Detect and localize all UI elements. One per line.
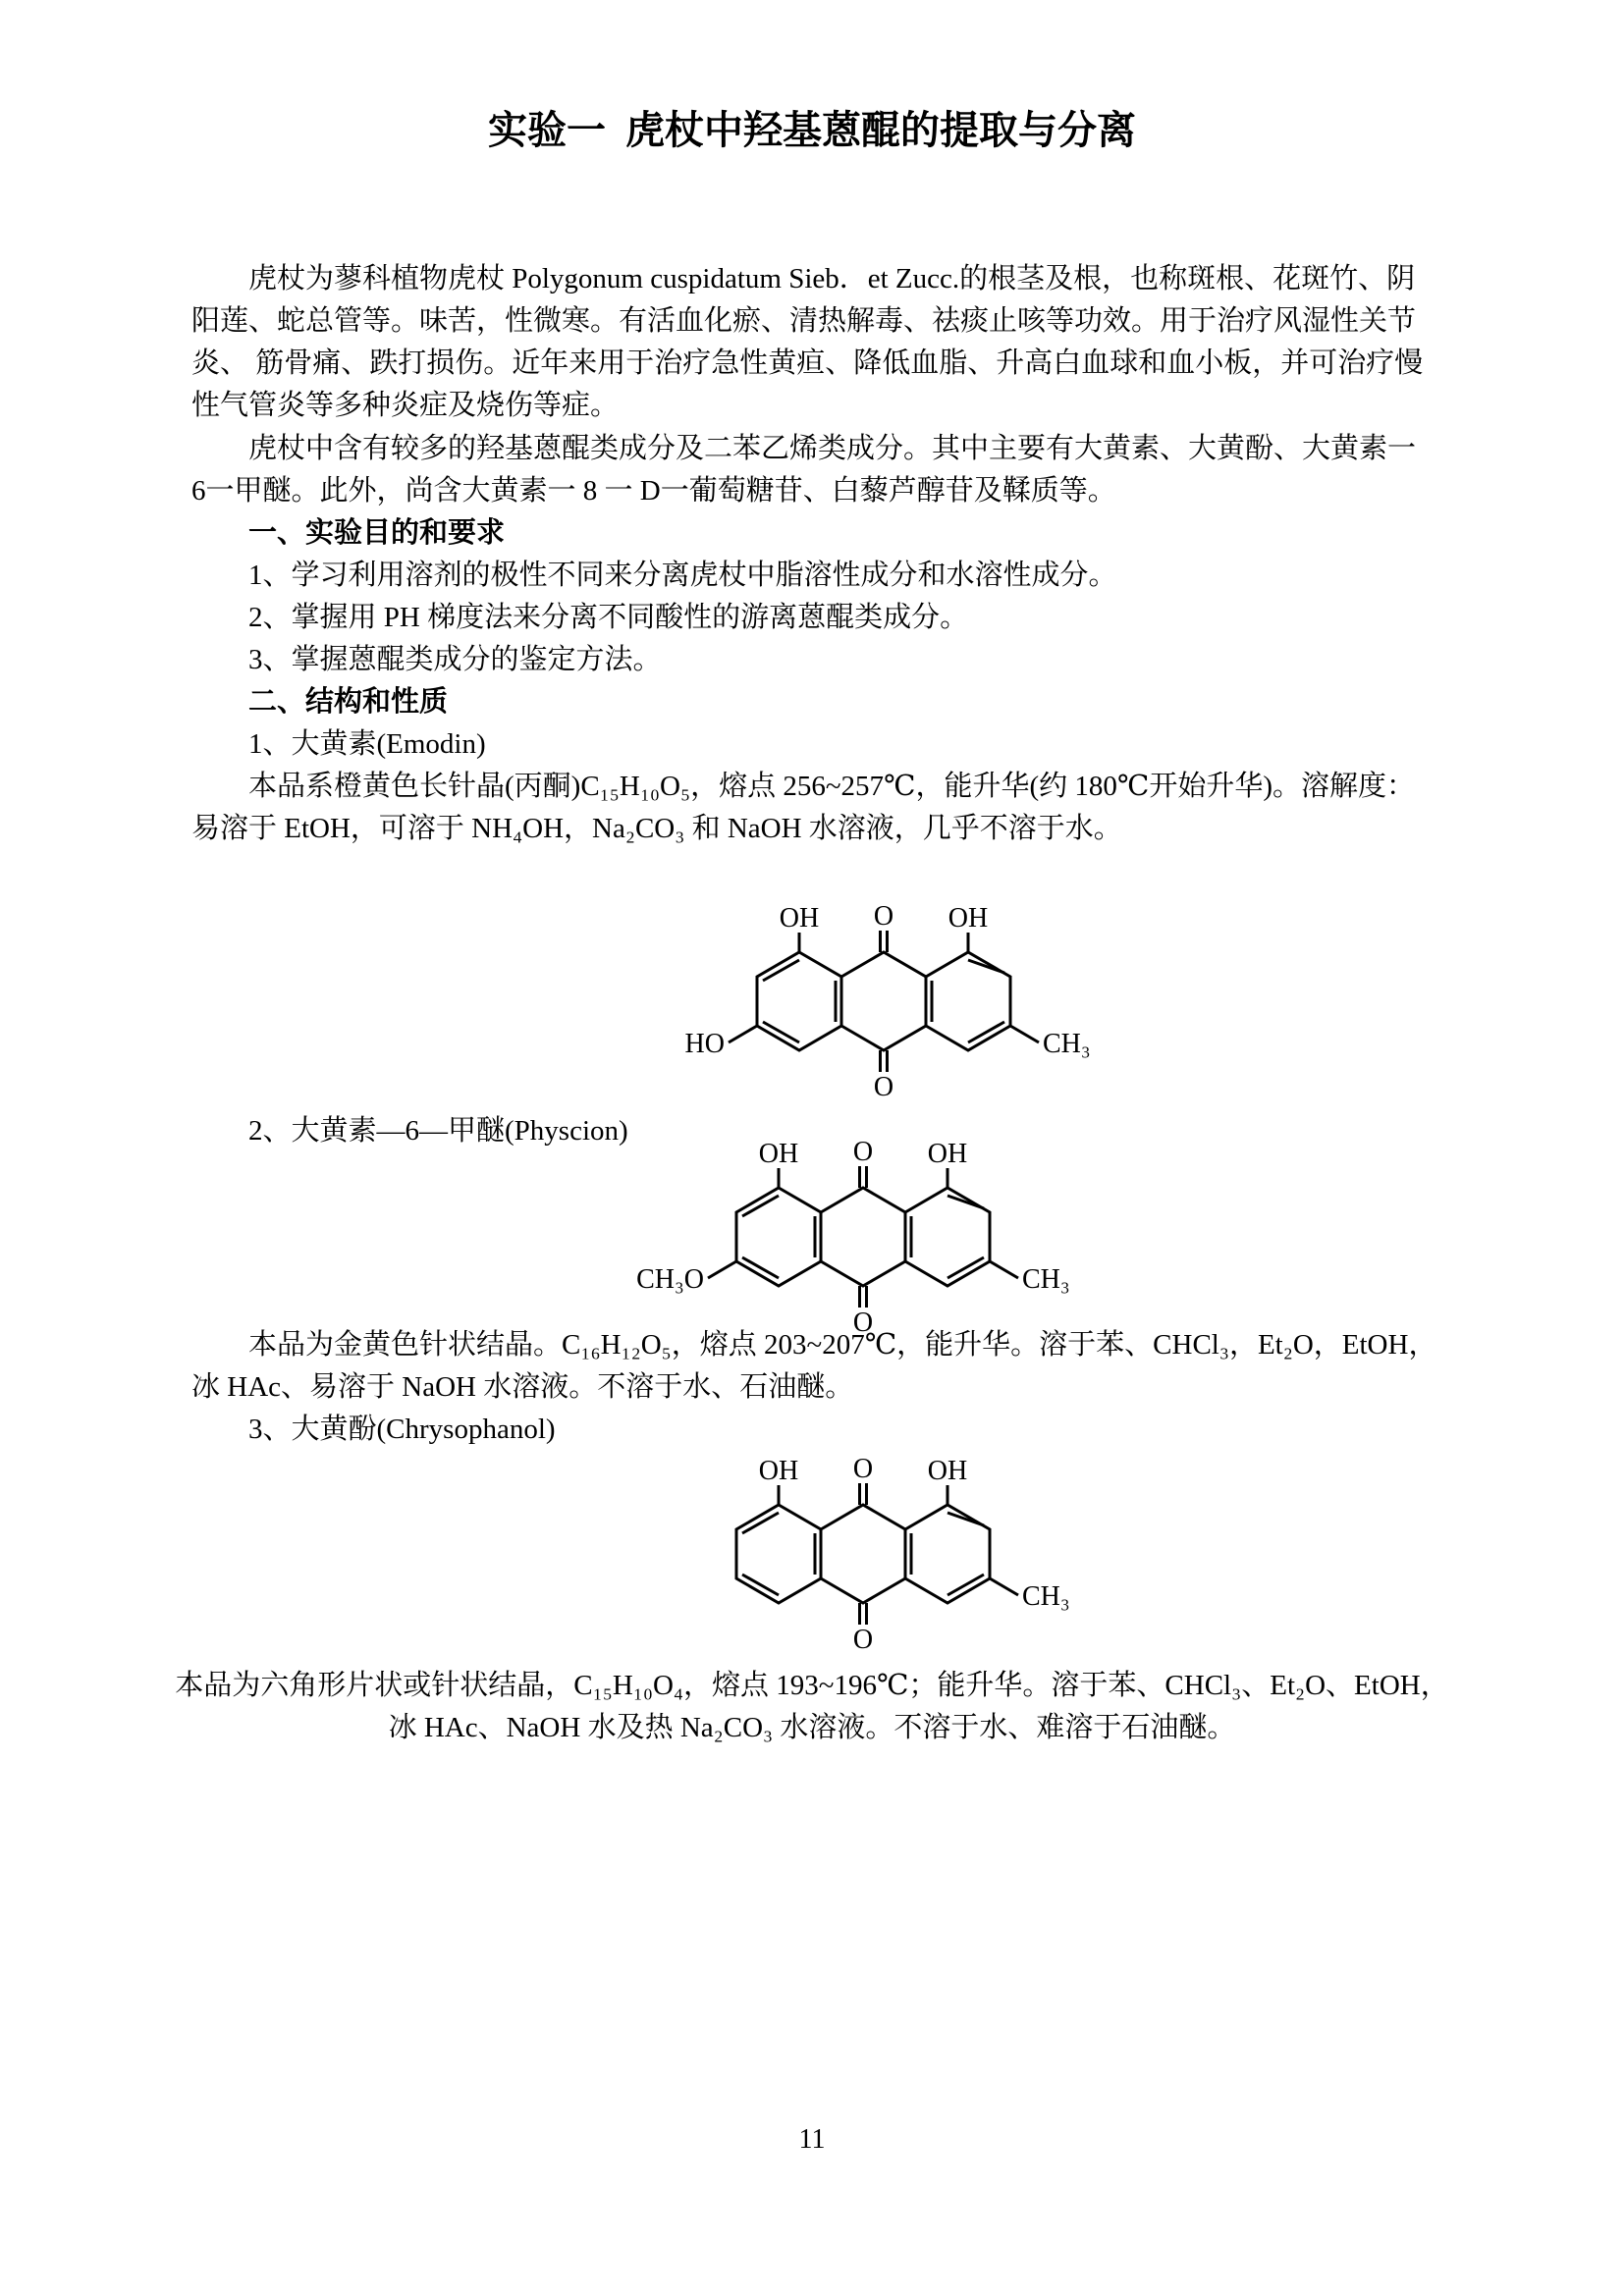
compound-2-description bbox=[191, 1324, 1437, 1409]
compound-3-name-block bbox=[191, 1409, 1434, 1451]
anthraquinone-skeleton bbox=[736, 1166, 1018, 1308]
methoxy-label: CH₃O bbox=[636, 1264, 704, 1295]
carbonyl-label: O bbox=[852, 1454, 874, 1484]
section-1-heading: 一、实验目的和要求 bbox=[248, 517, 506, 549]
hydroxyl-label: OH bbox=[927, 1139, 968, 1169]
hydroxyl-label: OH bbox=[947, 903, 989, 934]
carbonyl-label: O bbox=[873, 1072, 894, 1102]
carbonyl-label: O bbox=[873, 901, 894, 932]
methyl-label: CH₃ bbox=[1022, 1581, 1070, 1612]
text-line: 冰 HAc、NaOH 水及热 Na₂CO₃ 水溶液。不溶于水、难溶于石油醚。 bbox=[388, 1712, 1236, 1743]
objective-item: 2、掌握用 PH 梯度法来分离不同酸性的游离蒽醌类成分。 bbox=[248, 602, 969, 633]
methyl-label: CH₃ bbox=[1022, 1264, 1070, 1295]
compound-2-name: 2、大黄素—6—甲醚(Physcion) bbox=[248, 1115, 628, 1147]
compound-3-description bbox=[149, 1665, 1475, 1749]
intro-paragraph-2 bbox=[191, 428, 1434, 512]
compound-1-description bbox=[191, 766, 1434, 850]
text-line: 性气管炎等多种炎症及烧伤等症。 bbox=[191, 390, 620, 421]
page-number: 11 bbox=[798, 2124, 826, 2155]
methyl-label: CH₃ bbox=[1043, 1029, 1091, 1059]
text-line: 本品系橙黄色长针晶(丙酮)C₁₅H₁₀O₅，熔点 256~257℃，能升华(约 180℃开始升华)。溶解度： bbox=[248, 771, 1415, 802]
hydroxyl-label: OH bbox=[927, 1456, 968, 1486]
chrysophanol-structure bbox=[622, 1446, 1112, 1662]
text-line: 6一甲醚。此外，尚含大黄素一 8 一 D一葡萄糖苷、白藜芦醇苷及鞣质等。 bbox=[191, 475, 1116, 507]
text-line: 易溶于 EtOH，可溶于 NH₄OH，Na₂CO₃ 和 NaOH 水溶液，几乎不溶于水。 bbox=[191, 813, 1122, 844]
compound-3-name: 3、大黄酚(Chrysophanol) bbox=[248, 1414, 556, 1445]
text-line: 虎杖为蓼科植物虎杖 Polygonum cuspidatum Sieb．et Zucc.的根茎及根，也称斑根、花斑竹、阴 bbox=[248, 263, 1416, 294]
intro-paragraph-1 bbox=[191, 258, 1434, 427]
section-2 bbox=[191, 681, 1434, 723]
section-2-heading: 二、结构和性质 bbox=[248, 686, 449, 718]
text-line: 虎杖中含有较多的羟基蒽醌类成分及二苯乙烯类成分。其中主要有大黄素、大黄酚、大黄素一 bbox=[248, 433, 1417, 464]
physcion-structure bbox=[622, 1129, 1112, 1345]
section-1 bbox=[191, 512, 1434, 555]
emodin-structure bbox=[642, 893, 1133, 1109]
carbonyl-label: O bbox=[852, 1308, 874, 1338]
text-line: 本品为金黄色针状结晶。C₁₆H₁₂O₅，熔点 203~207℃，能升华。溶于苯、CHCl₃，Et₂O，EtOH， bbox=[248, 1329, 1437, 1361]
hydroxyl-label: OH bbox=[779, 903, 820, 934]
methoxy-bond bbox=[708, 1261, 736, 1278]
anthraquinone-skeleton bbox=[757, 931, 1039, 1072]
text-line: 冰 HAc、易溶于 NaOH 水溶液。不溶于水、石油醚。 bbox=[191, 1371, 854, 1403]
anthraquinone-skeleton bbox=[736, 1483, 1018, 1625]
objective-item: 1、学习利用溶剂的极性不同来分离虎杖中脂溶性成分和水溶性成分。 bbox=[248, 560, 1117, 591]
objective-item: 3、掌握蒽醌类成分的鉴定方法。 bbox=[248, 644, 662, 675]
carbonyl-label: O bbox=[852, 1625, 874, 1655]
text-line: 炎、 筋骨痛、跌打损伤。近年来用于治疗急性黄疸、降低血脂、升高白血球和血小板，并可治疗慢 bbox=[191, 347, 1424, 379]
objectives-list bbox=[191, 555, 1434, 681]
text-line: 阳莲、蛇总管等。味苦，性微寒。有活血化瘀、清热解毒、祛痰止咳等功效。用于治疗风湿性关节 bbox=[191, 305, 1417, 337]
hydroxyl-label: OH bbox=[758, 1139, 799, 1169]
text-line: 本品为六角形片状或针状结晶，C₁₅H₁₀O₄，熔点 193~196℃；能升华。溶于苯、CHCl₃、Et₂O、EtOH， bbox=[175, 1670, 1449, 1701]
compound-1-name: 1、大黄素(Emodin) bbox=[248, 728, 486, 760]
compound-1-name-block bbox=[191, 723, 1434, 766]
page-title: 实验一 虎杖中羟基蒽醌的提取与分离 bbox=[488, 108, 1136, 152]
hydroxyl-bond bbox=[729, 1026, 757, 1042]
hydroxyl-label: OH bbox=[758, 1456, 799, 1486]
hydroxyl-label: HO bbox=[684, 1029, 725, 1059]
carbonyl-label: O bbox=[852, 1137, 874, 1167]
